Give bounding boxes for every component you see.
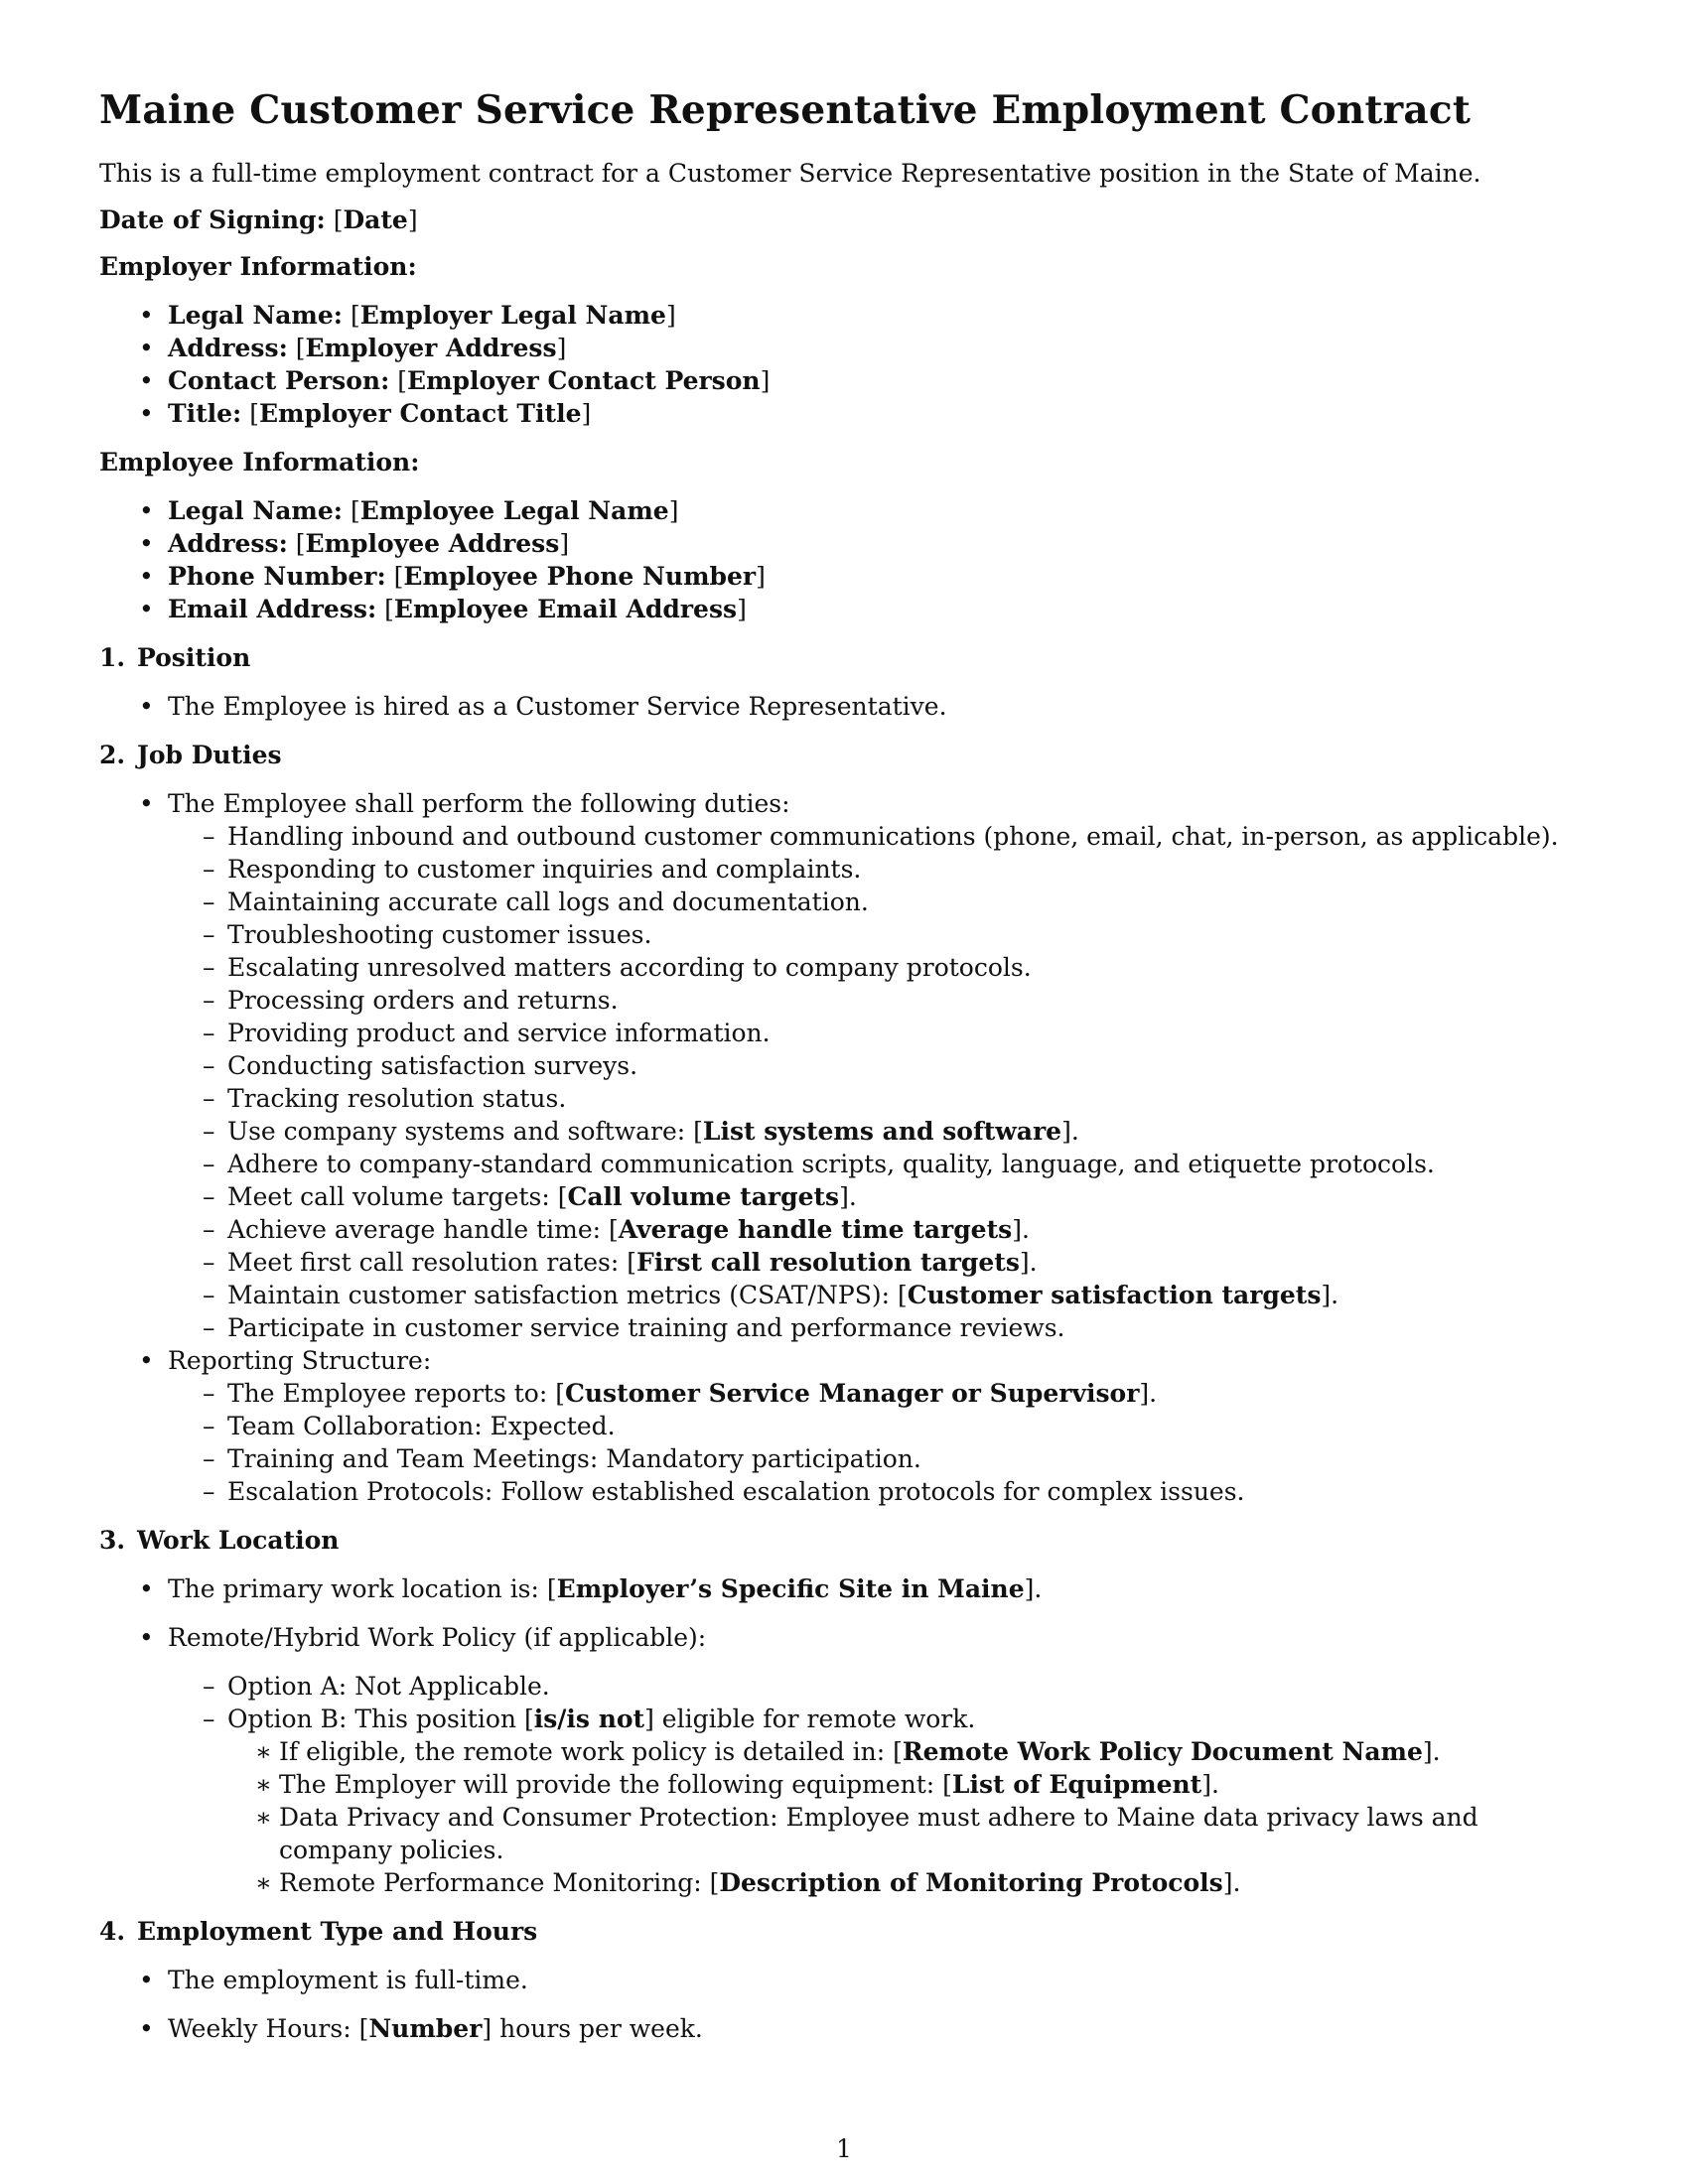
list-item: – Tracking resolution status. <box>168 1082 1589 1115</box>
employee-heading: Employee Information: <box>99 448 420 477</box>
list-item: • Weekly Hours: [Number] hours per week. <box>99 2012 1589 2045</box>
remote-options-sublist <box>168 1670 1589 1899</box>
list-item: – Team Collaboration: Expected. <box>168 1410 1589 1442</box>
list-item: – Meet first call resolution rates: [First call resolution targets]. <box>168 1246 1589 1279</box>
page-number: 1 <box>836 2134 852 2163</box>
employer-contact-person: • Contact Person: [Employer Contact Person] <box>99 364 1589 397</box>
primary-location: • The primary work location is: [Employer’s Specific Site in Maine]. <box>99 1572 1589 1605</box>
date-of-signing: Date of Signing: [Date] <box>99 205 418 234</box>
list-item: – Processing orders and returns. <box>168 984 1589 1017</box>
list-item: – Responding to customer inquiries and complaints. <box>168 853 1589 886</box>
employee-address: • Address: [Employee Address] <box>99 527 1589 560</box>
list-item: – Adhere to company-standard communication scripts, quality, language, and etiquette protocols. <box>168 1148 1589 1180</box>
employee-info-list <box>99 494 1589 625</box>
list-item: – The Employee reports to: [Customer Service Manager or Supervisor]. <box>168 1377 1589 1410</box>
list-item: – Training and Team Meetings: Mandatory participation. <box>168 1442 1589 1475</box>
employer-info-list <box>99 299 1589 430</box>
section-heading-employment-type: 4. Employment Type and Hours <box>99 1917 538 1946</box>
list-item: – Providing product and service information. <box>168 1017 1589 1049</box>
list-item: • The employment is full-time. <box>99 1964 1589 1996</box>
list-item: – Escalating unresolved matters according to company protocols. <box>168 951 1589 984</box>
contract-page <box>99 87 1589 2061</box>
list-item: ∗ Remote Performance Monitoring: [Description of Monitoring Protocols]. <box>227 1866 1589 1899</box>
list-item: – Maintaining accurate call logs and documentation. <box>168 886 1589 918</box>
section-heading-position: 1. Position <box>99 643 251 672</box>
date-label: Date of Signing: <box>99 205 326 234</box>
list-item: – Option B: This position [is/is not] eligible for remote work. ∗ If eligible, the remote work policy is detailed in: [Remote Work Policy Document Name]. ∗ The Employer will provide the following equipment: [List of Equipment]. ∗ Data Privacy and Consumer Protection: Employee must adhere to Maine data privacy laws and company policies. ∗ Remote Performance Monitoring: [Description of Monitoring Protocols]. <box>168 1703 1589 1899</box>
list-item: – Maintain customer satisfaction metrics (CSAT/NPS): [Customer satisfaction targets]. <box>168 1279 1589 1311</box>
employer-legal-name: • Legal Name: [Employer Legal Name] <box>99 299 1589 332</box>
list-item: ∗ Data Privacy and Consumer Protection: Employee must adhere to Maine data privacy laws and company policies. <box>227 1801 1589 1866</box>
employer-title: • Title: [Employer Contact Title] <box>99 397 1589 430</box>
duties-sublist <box>168 820 1589 1344</box>
employee-legal-name: • Legal Name: [Employee Legal Name] <box>99 494 1589 527</box>
reporting-sublist <box>168 1377 1589 1508</box>
list-item: – Handling inbound and outbound customer communications (phone, email, chat, in-person, as applicable). <box>168 820 1589 853</box>
duties-intro: • The Employee shall perform the following duties: – Handling inbound and outbound customer communications (phone, email, chat, in-person, as applicable). – Responding to customer inquiries and complaints. – Maintaining accurate call logs and documentation. – Troubleshooting customer issues. – Escalating unresolved matters according to company protocols. – Processing orders and returns. – Providing product and service information. – Conducting satisfaction surveys. – Tracking resolution status. – Use company systems and software: [List systems and software]. – Adhere to company-standard communication scripts, quality, language, and etiquette protocols. – Meet call volume targets: [Call volume targets]. – Achieve average handle time: [Average handle time targets]. – Meet first call resolution rates: [First call resolution targets]. – Maintain customer satisfaction metrics (CSAT/NPS): [Customer satisfaction targets]. – Participate in customer service training and performance reviews. <box>99 787 1589 1344</box>
position-list <box>99 690 1589 723</box>
list-item: – Use company systems and software: [List systems and software]. <box>168 1115 1589 1148</box>
employer-heading: Employer Information: <box>99 252 417 281</box>
employee-phone: • Phone Number: [Employee Phone Number] <box>99 560 1589 593</box>
list-item: – Participate in customer service training and performance reviews. <box>168 1311 1589 1344</box>
job-duties-list <box>99 787 1589 1508</box>
intro-paragraph: This is a full-time employment contract for a Customer Service Representative position in the State of Maine. <box>99 159 1481 188</box>
work-location-list <box>99 1572 1589 1899</box>
date-value: Date <box>343 205 408 234</box>
list-item: – Escalation Protocols: Follow established escalation protocols for complex issues. <box>168 1475 1589 1508</box>
list-item: – Meet call volume targets: [Call volume targets]. <box>168 1180 1589 1213</box>
employee-email: • Email Address: [Employee Email Address] <box>99 593 1589 625</box>
list-item: ∗ The Employer will provide the following equipment: [List of Equipment]. <box>227 1768 1589 1801</box>
list-item: – Achieve average handle time: [Average handle time targets]. <box>168 1213 1589 1246</box>
list-item: • The Employee is hired as a Customer Service Representative. <box>99 690 1589 723</box>
list-item: – Option A: Not Applicable. <box>168 1670 1589 1703</box>
list-item: ∗ If eligible, the remote work policy is detailed in: [Remote Work Policy Document Name]. <box>227 1735 1589 1768</box>
list-item: – Conducting satisfaction surveys. <box>168 1049 1589 1082</box>
document-title: Maine Customer Service Representative Employment Contract <box>99 87 1472 133</box>
employer-address: • Address: [Employer Address] <box>99 332 1589 364</box>
remote-details-sublist <box>227 1735 1589 1899</box>
remote-policy: • Remote/Hybrid Work Policy (if applicable): – Option A: Not Applicable. – Option B: This position [is/is not] eligible for remote work. ∗ If eligible, the remote work policy is detailed in: [Remote Work Policy Document Name]. ∗ The Employer will provide the following equipment: [List of Equipment]. ∗ Data Privacy and Consumer Protection: Employee must adhere to Maine data privacy laws and company policies. ∗ Remote Performance Monitoring: [Description of Monitoring Protocols]. <box>99 1621 1589 1899</box>
section-heading-work-location: 3. Work Location <box>99 1526 340 1555</box>
list-item: – Troubleshooting customer issues. <box>168 918 1589 951</box>
employment-type-list <box>99 1964 1589 2045</box>
section-heading-job-duties: 2. Job Duties <box>99 741 282 769</box>
reporting-structure: • Reporting Structure: – The Employee reports to: [Customer Service Manager or Supervisor]. – Team Collaboration: Expected. – Training and Team Meetings: Mandatory participation. – Escalation Protocols: Follow established escalation protocols for complex issues. <box>99 1344 1589 1508</box>
